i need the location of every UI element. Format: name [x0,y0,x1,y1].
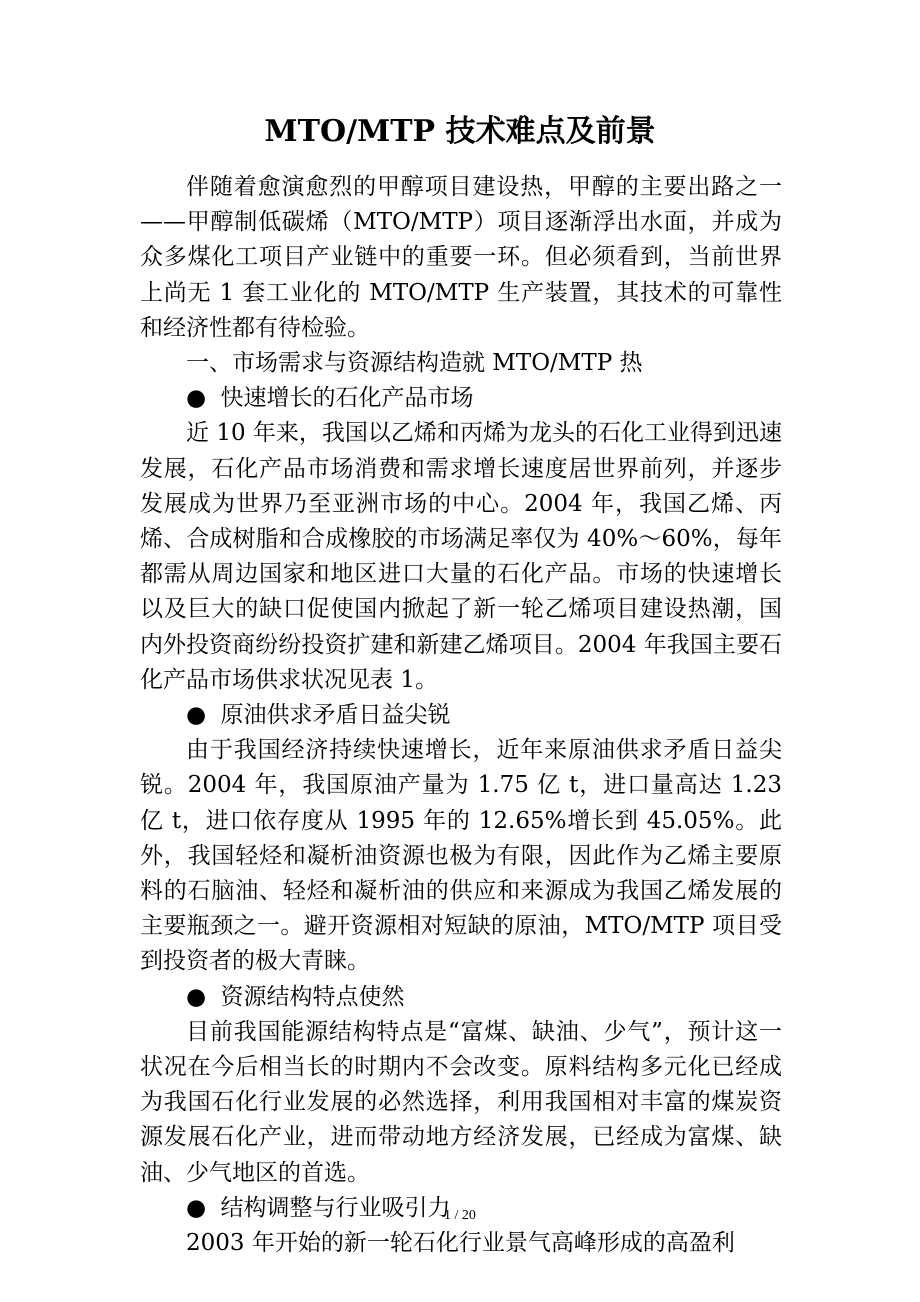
paragraph-oil: 由于我国经济持续快速增长，近年来原油供求矛盾日益尖锐。2004 年，我国原油产量为 1.75 亿 t，进口量高达 1.23 亿 t，进口依存度从 1995 年的 12.65%增长到 45.05%。此外，我国轻烃和凝析油资源也极为有限，因此作为乙烯主要原料的石脑油、轻烃和凝析油的供应和来源成为我国乙烯发展的主要瓶颈之一。避开资源相对短缺的原油，MTO/MTP 项目受到投资者的极大青睐。 [140,737,782,975]
page-number: 1 / 20 [444,1208,476,1223]
section-heading-1: 一、市场需求与资源结构造就 MTO/MTP 热 [186,350,643,377]
bullet-icon: ● [186,1194,207,1221]
document-body [140,170,782,1261]
paragraph-structure: 2003 年开始的新一轮石化行业景气高峰形成的高盈利 [186,1230,735,1257]
bullet-label: 资源结构特点使然 [220,983,405,1010]
bullet-icon: ● [186,983,207,1010]
bullet-label: 快速增长的石化产品市场 [220,385,474,412]
bullet-item-resources [140,980,782,1015]
document-title: MTO/MTP 技术难点及前景 [264,114,656,149]
paragraph-intro: 伴随着愈演愈烈的甲醇项目建设热，甲醇的主要出路之一——甲醇制低碳烯（MTO/MTP）项目逐渐浮出水面，并成为众多煤化工项目产业链中的重要一环。但必须看到，当前世界上尚无 1 套工业化的 MTO/MTP 生产装置，其技术的可靠性和经济性都有待检验。 [140,174,782,341]
bullet-icon: ● [186,702,207,729]
bullet-label: 结构调整与行业吸引力 [220,1194,451,1221]
bullet-item-market [140,381,782,416]
paragraph-resources: 目前我国能源结构特点是“富煤、缺油、少气”，预计这一状况在今后相当长的时期内不会改变。原料结构多元化已经成为我国石化行业发展的必然选择，利用我国相对丰富的煤炭资源发展石化产业，进而带动地方经济发展，已经成为富煤、缺油、少气地区的首选。 [140,1018,782,1186]
bullet-item-oil [140,698,782,733]
paragraph-market: 近 10 年来，我国以乙烯和丙烯为龙头的石化工业得到迅速发展，石化产品市场消费和需求增长速度居世界前列，并逐步发展成为世界乃至亚洲市场的中心。2004 年，我国乙烯、丙烯、合成树脂和合成橡胶的市场满足率仅为 40%～60%，每年都需从周边国家和地区进口大量的石化产品。市场的快速增长以及巨大的缺口促使国内掀起了新一轮乙烯项目建设热潮，国内外投资商纷纷投资扩建和新建乙烯项目。2004 年我国主要石化产品市场供求状况见表 1。 [140,420,782,693]
bullet-label: 原油供求矛盾日益尖锐 [220,702,451,729]
bullet-icon: ● [186,385,207,412]
